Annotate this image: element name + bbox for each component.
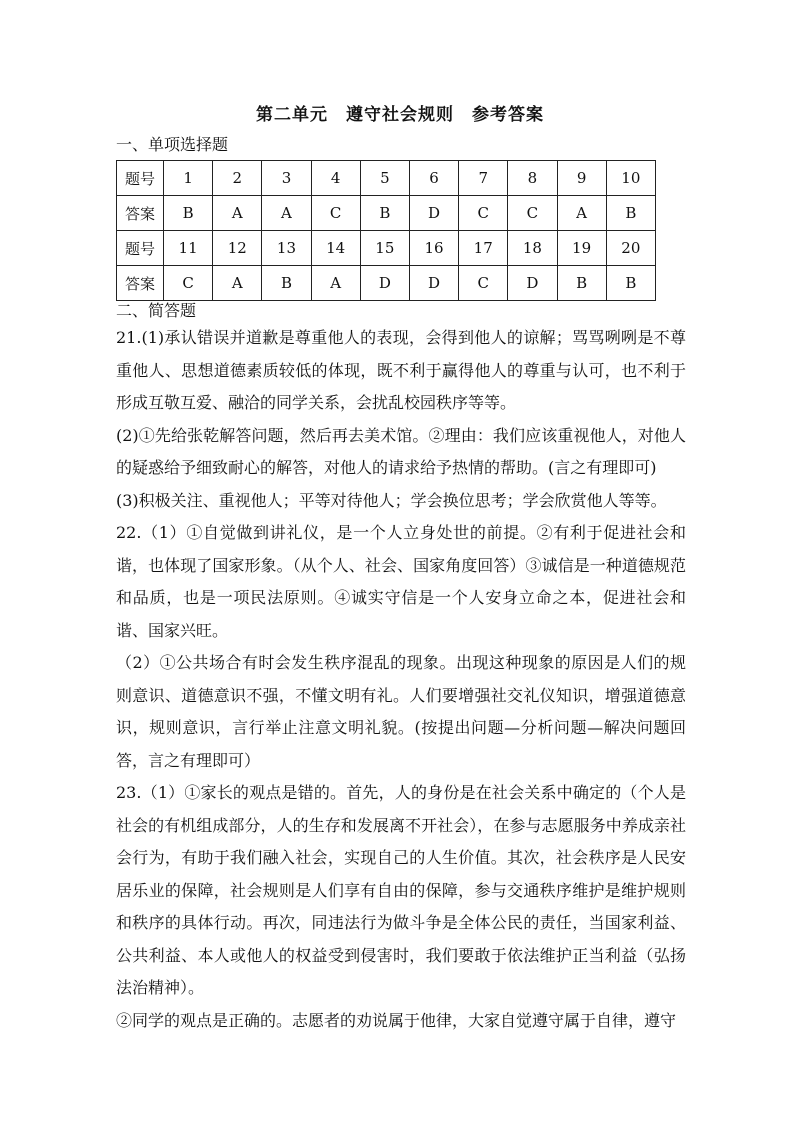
answer-paragraph: （2）①公共场合有时会发生秩序混乱的现象。出现这种现象的原因是人们的规则意识、道德意识不强，不懂文明有礼。人们要增强社交礼仪知识，增强道德意识，规则意识，言行举止注意文明礼貌。(按提出问题—分析问题—解决问题回答，言之有理即可） [116, 653, 686, 770]
answer-paragraph: 22.（1）①自觉做到讲礼仪，是一个人立身处世的前提。②有利于促进社会和谐，也体现了国家形象。（从个人、社会、国家角度回答）③诚信是一种道德规范和品质，也是一项民法原则。④诚实守信是一个人安身立命之本，促进社会和谐、国家兴旺。 [116, 523, 686, 640]
table-cell: A [311, 266, 360, 301]
table-cell: 4 [311, 161, 360, 196]
row-header: 答案 [117, 266, 164, 301]
table-cell: C [508, 196, 557, 231]
table-row [117, 231, 656, 266]
answer-paragraph: (3)积极关注、重视他人；平等对待他人；学会换位思考；学会欣赏他人等等。 [116, 490, 667, 510]
section-heading-short-answer: 二、简答题 [116, 301, 197, 320]
table-cell: C [164, 266, 213, 301]
table-cell: B [557, 266, 606, 301]
table-cell: 12 [213, 231, 262, 266]
table-cell: 2 [213, 161, 262, 196]
table-cell: 8 [508, 161, 557, 196]
answer-table [116, 160, 656, 301]
table-cell: B [606, 196, 655, 231]
table-cell: 18 [508, 231, 557, 266]
row-header: 题号 [117, 231, 164, 266]
table-cell: 17 [459, 231, 508, 266]
table-cell: C [459, 196, 508, 231]
table-cell: C [459, 266, 508, 301]
answer-paragraph: 23.（1）①家长的观点是错的。首先，人的身份是在社会关系中确定的（个人是社会的有机组成部分，人的生存和发展离不开社会），在参与志愿服务中养成亲社会行为，有助于我们融入社会，实现自己的人生价值。其次，社会秩序是人民安居乐业的保障，社会规则是人们享有自由的保障，参与交通秩序维护是维护规则和秩序的具体行动。再次，同违法行为做斗争是全体公民的责任，当国家利益、公共利益、本人或他人的权益受到侵害时，我们要敢于依法维护正当利益（弘扬法治精神）。 [116, 783, 686, 997]
table-cell: D [409, 196, 458, 231]
row-header: 题号 [117, 161, 164, 196]
table-cell: 13 [262, 231, 311, 266]
table-cell: A [557, 196, 606, 231]
table-cell: C [311, 196, 360, 231]
row-header: 答案 [117, 196, 164, 231]
page-title: 第二单元 遵守社会规则 参考答案 [256, 105, 544, 125]
table-row [117, 196, 656, 231]
table-cell: D [409, 266, 458, 301]
table-cell: D [360, 266, 409, 301]
table-cell: 20 [606, 231, 655, 266]
table-cell: A [213, 196, 262, 231]
table-cell: B [262, 266, 311, 301]
table-cell: 9 [557, 161, 606, 196]
table-cell: 5 [360, 161, 409, 196]
answer-paragraph: (2)①先给张乾解答问题，然后再去美术馆。②理由：我们应该重视他人，对他人的疑惑给予细致耐心的解答，对他人的请求给予热情的帮助。(言之有理即可) [116, 425, 686, 477]
section-heading-choice: 一、单项选择题 [116, 135, 229, 154]
answer-paragraph: ②同学的观点是正确的。志愿者的劝说属于他律，大家自觉遵守属于自律，遵守 [116, 1010, 677, 1030]
table-cell: 14 [311, 231, 360, 266]
table-cell: 3 [262, 161, 311, 196]
table-cell: 11 [164, 231, 213, 266]
table-cell: 19 [557, 231, 606, 266]
table-cell: 7 [459, 161, 508, 196]
table-cell: 16 [409, 231, 458, 266]
table-cell: B [360, 196, 409, 231]
answer-paragraph: 21.(1)承认错误并道歉是尊重他人的表现，会得到他人的谅解；骂骂咧咧是不尊重他人、思想道德素质较低的体现，既不利于赢得他人的尊重与认可，也不利于形成互敬互爱、融洽的同学关系，会扰乱校园秩序等等。 [116, 328, 686, 412]
table-cell: B [164, 196, 213, 231]
table-cell: 10 [606, 161, 655, 196]
table-row [117, 266, 656, 301]
table-cell: 15 [360, 231, 409, 266]
table-cell: A [262, 196, 311, 231]
table-cell: 6 [409, 161, 458, 196]
table-row [117, 161, 656, 196]
table-cell: D [508, 266, 557, 301]
answers-body [116, 322, 686, 1037]
table-cell: 1 [164, 161, 213, 196]
table-cell: A [213, 266, 262, 301]
table-cell: B [606, 266, 655, 301]
